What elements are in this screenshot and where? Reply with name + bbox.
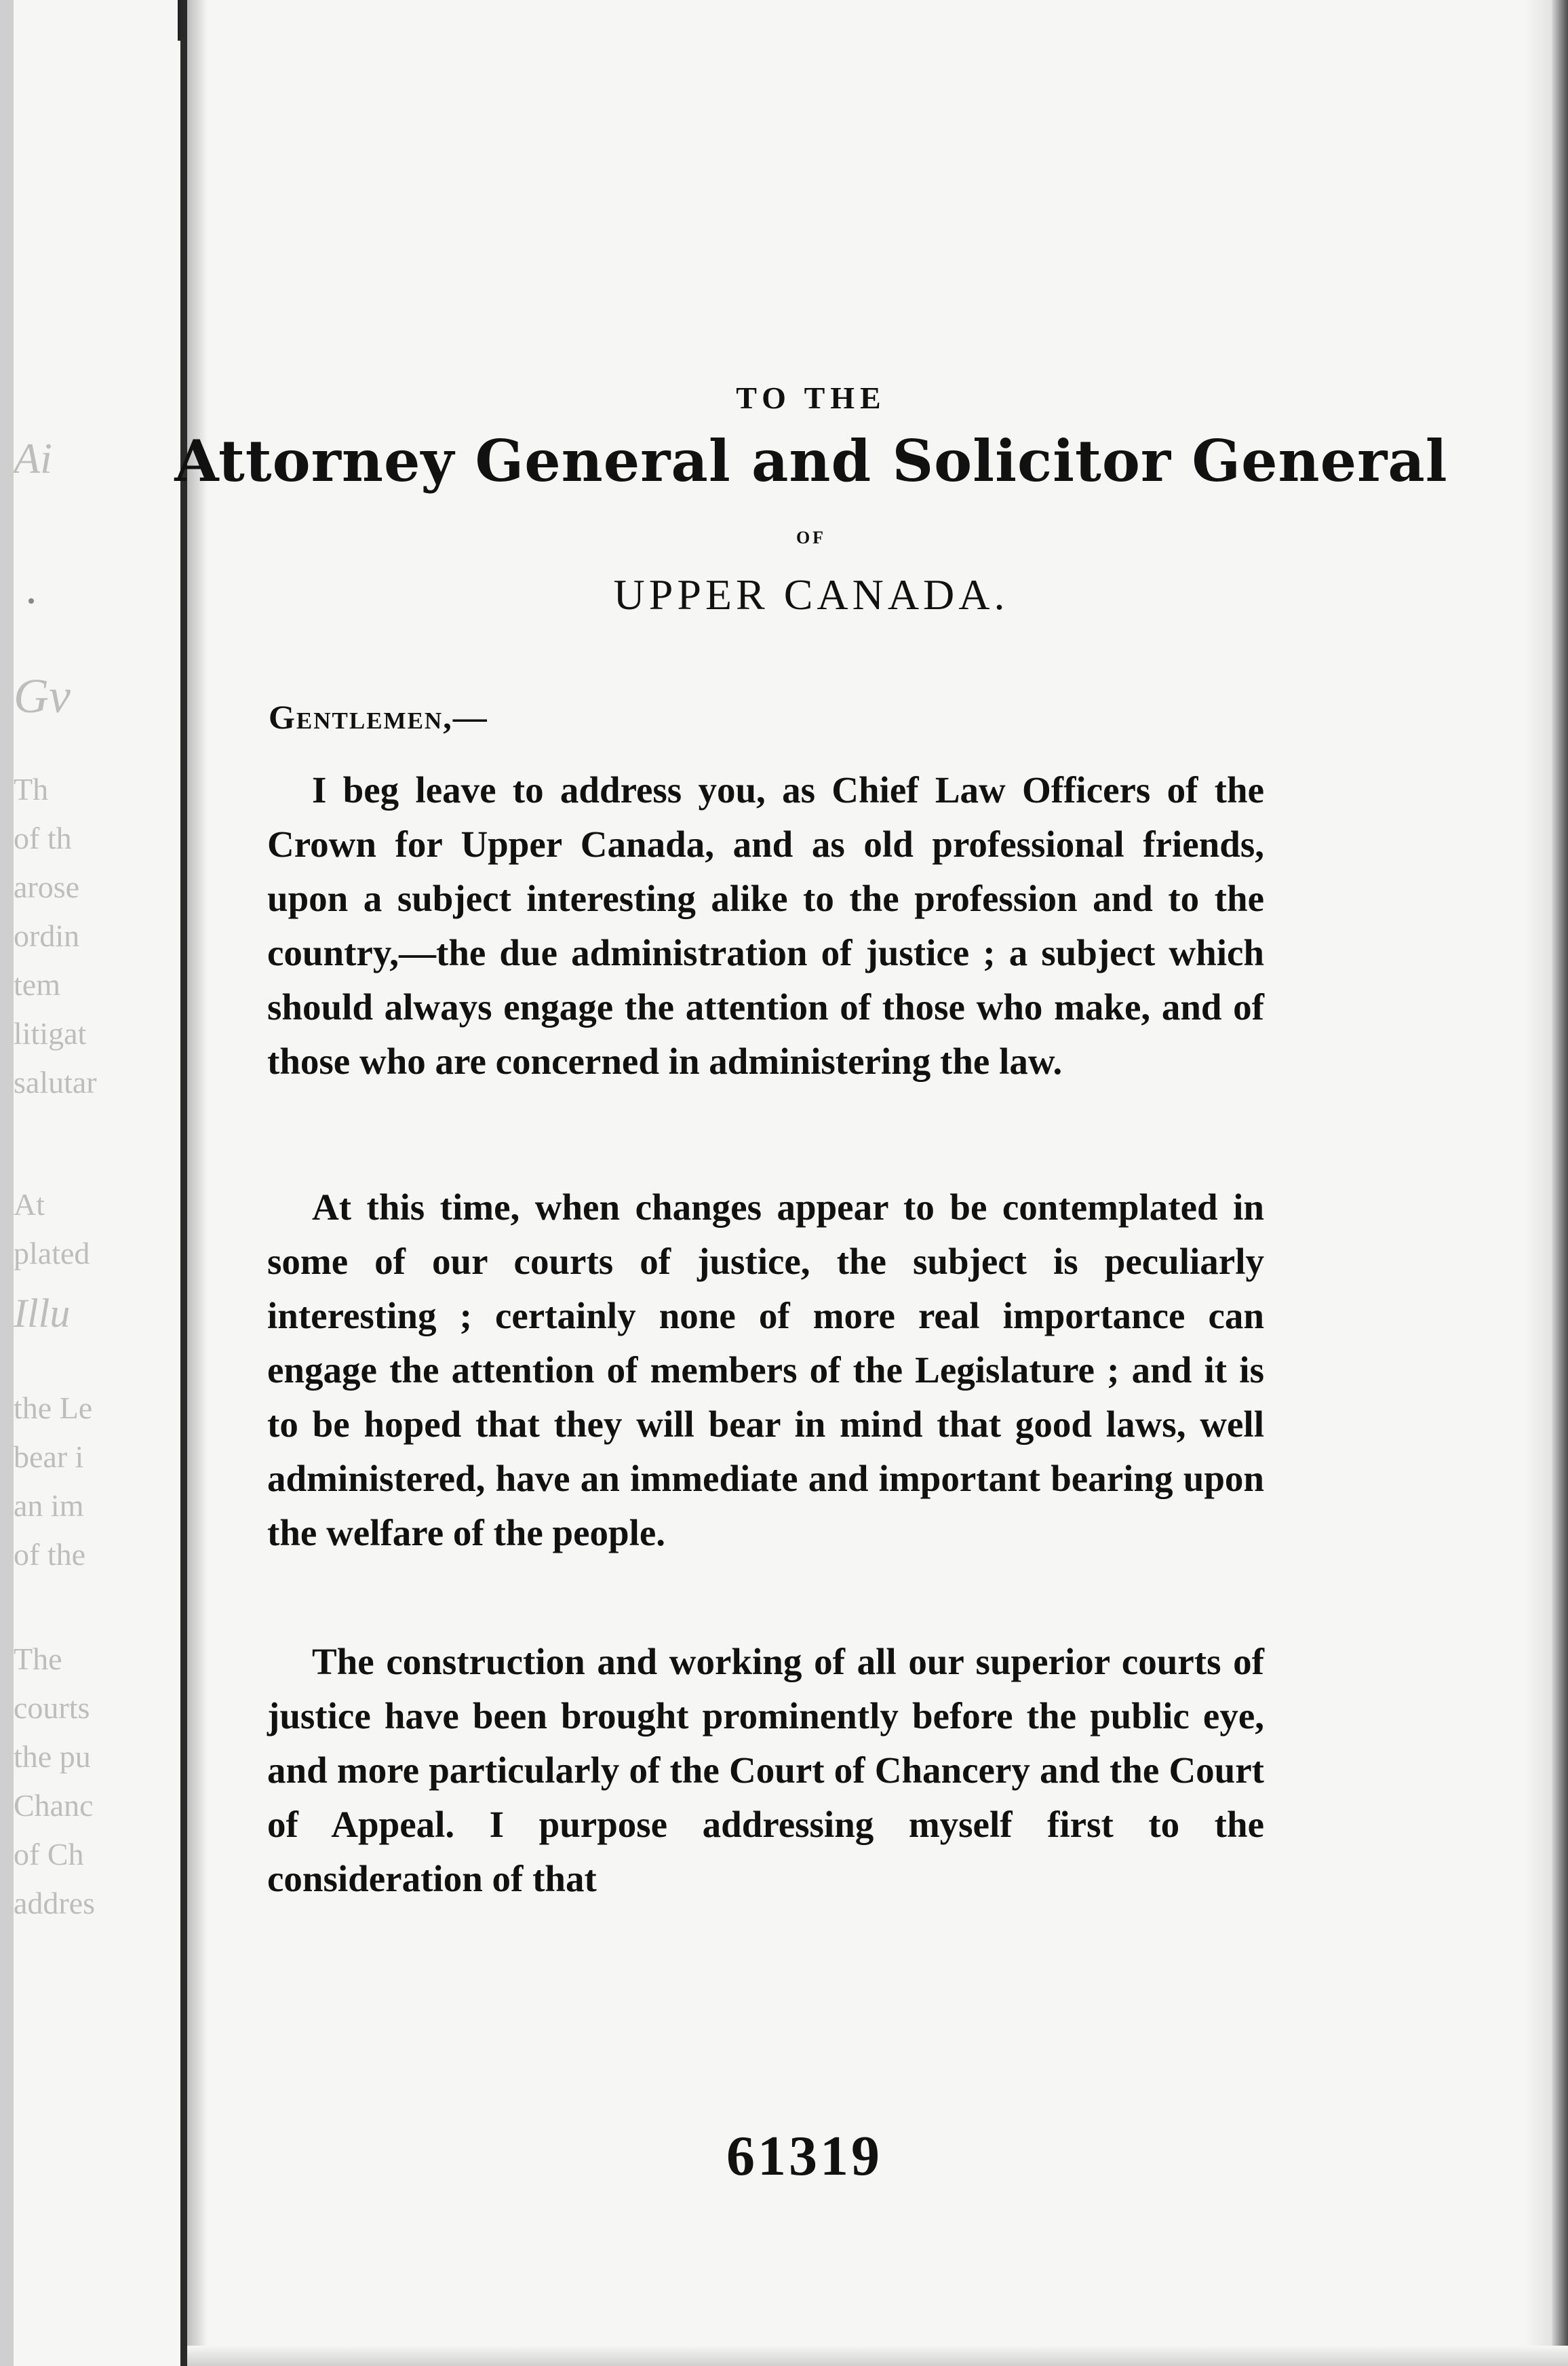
bleed-fragment: of the (14, 1537, 86, 1572)
bleed-fragment: of Ch (14, 1837, 84, 1872)
scan-left-border (0, 0, 14, 2366)
bleed-fragment: bear i (14, 1439, 84, 1474)
bleed-fragment: courts (14, 1690, 90, 1725)
paragraph-3-text: The construction and working of all our superior courts of justice have been brought prominently before the public eye, and more particularly of the Court of Chancery and the Court of Appeal. I purpose addressing myself first to the consideration of that (267, 1641, 1264, 1899)
bleed-fragment: the Le (14, 1391, 93, 1425)
binding-shadow (187, 0, 208, 2366)
bleed-fragment: tem (14, 967, 60, 1002)
heading-of: OF (796, 528, 827, 547)
heading-to-the: TO THE (736, 381, 886, 415)
bleed-fragment: of th (14, 821, 72, 855)
bleed-fragment: Illu (14, 1291, 71, 1336)
bleed-fragment: Gv (14, 672, 71, 720)
bleed-fragment: the pu (14, 1739, 91, 1774)
paragraph-3 (267, 1635, 1264, 1906)
bleed-fragment: Th (14, 772, 49, 807)
bleed-fragment: The (14, 1642, 62, 1676)
bleed-fragment: arose (14, 870, 80, 904)
heading-addressees: Attorney General and Solicitor General (174, 427, 1448, 494)
paragraph-2 (267, 1180, 1264, 1560)
salutation: Gentlemen,— (269, 698, 488, 736)
bleed-fragment: salutar (14, 1065, 97, 1100)
bleed-fragment: litigat (14, 1016, 87, 1051)
bleed-fragment: Chanc (14, 1788, 94, 1823)
page-edge-shade (1525, 0, 1552, 2366)
bleed-fragment: plated (14, 1236, 90, 1271)
scan-right-border (1552, 0, 1568, 2366)
bleed-fragment: ordin (14, 918, 80, 953)
paragraph-1-text: I beg leave to address you, as Chief Law Officers of the Crown for Upper Canada, and as old professional friends, upon a subject interesting alike to the profession and to the country,—the due administration of justice ; a subject which should always engage the attention of those who make, and of those who are concerned in administering the law. (267, 769, 1264, 1082)
paragraph-1 (267, 763, 1264, 1089)
paragraph-2-text: At this time, when changes appear to be contemplated in some of our courts of justice, the subject is peculiarly interesting ; certainly none of more real importance can engage the attention of members of the Legislature ; and it is to be hoped that they will bear in mind that good laws, well administered, have an immediate and important bearing upon the welfare of the people. (267, 1186, 1264, 1553)
scan-bottom-border (187, 2346, 1568, 2366)
catalog-number: 61319 (726, 2125, 882, 2188)
bleed-fragment: At (14, 1187, 45, 1222)
binding-line (180, 0, 187, 2366)
heading-place: UPPER CANADA. (613, 570, 1009, 619)
bleed-fragment: Ai (14, 434, 52, 482)
bleed-fragment: an im (14, 1488, 84, 1523)
bleed-fragment: addres (14, 1886, 96, 1920)
